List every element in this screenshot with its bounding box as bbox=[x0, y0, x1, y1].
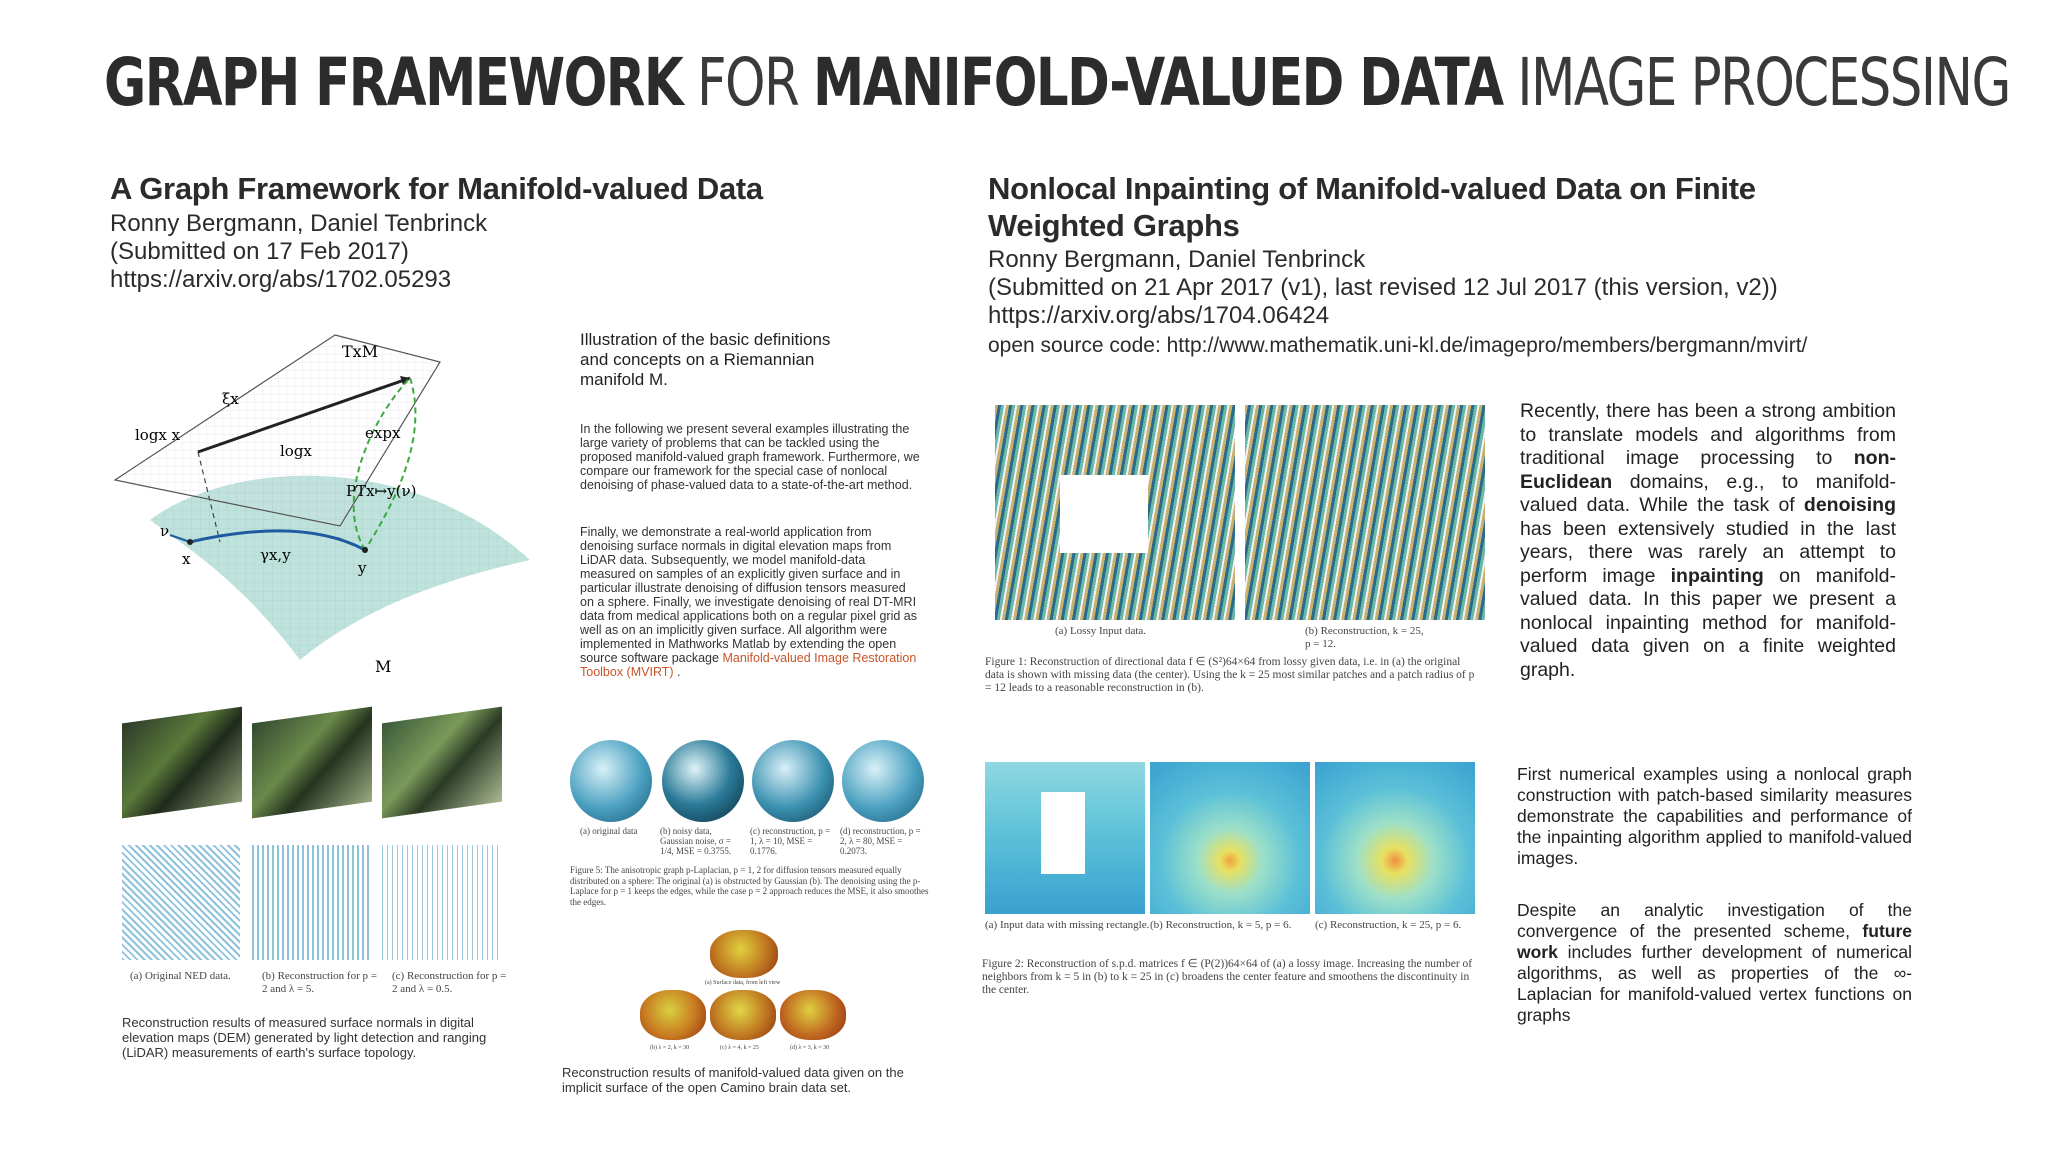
dem-subcaption-c: (c) Reconstruction for p = 2 and λ = 0.5. bbox=[392, 970, 507, 995]
svg-text:PTx↦y(ν): PTx↦y(ν) bbox=[346, 482, 417, 500]
sphere-c bbox=[752, 740, 834, 822]
svg-text:M: M bbox=[375, 657, 392, 676]
dem-caption: Reconstruction results of measured surface normals in digital elevation maps (DEM) generated by light detection and ranging (LiDAR) measurements of earth's surface topology. bbox=[122, 1015, 487, 1060]
figure2-caption: Figure 2: Reconstruction of s.p.d. matrices f ∈ (P(2))64×64 of (a) a lossy image. Increasing the number of neighbors from k = 5 in (b) to k = 25 in (c) broadens the center feature and smoothens the discontinuity in the center. bbox=[982, 958, 1473, 996]
svg-text:ν: ν bbox=[160, 522, 170, 540]
brain-c bbox=[710, 990, 776, 1040]
right-paper-authors: Ronny Bergmann, Daniel Tenbrinck bbox=[988, 246, 1366, 273]
left-text-1: In the following we present several examples illustrating the large variety of problems that can be tackled using the proposed manifold-valued graph framework. Furthermore, we compare our framework for the special case of nonlocal denoising of phase-valued data to a state-of-the-art method. bbox=[580, 422, 920, 492]
svg-text:logx x: logx x bbox=[135, 426, 181, 444]
fig2-reconstruction-k25 bbox=[1315, 762, 1475, 914]
fig1-subcaption-b: (b) Reconstruction, k = 25, p = 12. bbox=[1305, 625, 1424, 650]
abstract-paragraph: Recently, there has been a strong ambition to translate models and algorithms from traditional image processing to non-Euclidean domains, e.g., to manifold-valued data. While the task of denoising has been extensively studied in the last years, there was rarely an attempt to perform image inpainting on manifold-valued data. In this paper we present a nonlocal inpainting method for manifold-valued data given on a finite weighted graph. bbox=[1520, 400, 1896, 681]
dem-subcaption-b: (b) Reconstruction for p = 2 and λ = 5. bbox=[262, 970, 377, 995]
left-paper-url[interactable]: https://arxiv.org/abs/1702.05293 bbox=[110, 266, 452, 293]
left-paper-title: A Graph Framework for Manifold-valued Data bbox=[110, 171, 763, 206]
dem-terrain-c bbox=[382, 707, 502, 819]
brain-subcaption-b: (b) λ = 2, k = 30 bbox=[650, 1045, 690, 1051]
figure5-caption: Figure 5: The anisotropic graph p-Laplacian, p = 1, 2 for diffusion tensors measured equally distributed on a sphere: The original (a) is obstructed by Gaussian (b). The denoising using the p-Laplace for p = 1 keeps the edges, while the case p = 2 approach reduces the MSE, it also smoothes the edges. bbox=[570, 865, 929, 907]
brain-top-caption: (a) Surface data, from left view bbox=[705, 980, 781, 986]
dem-terrain-a bbox=[122, 707, 242, 819]
brain-a bbox=[710, 930, 778, 978]
svg-text:logx: logx bbox=[280, 442, 312, 460]
dem-subcaption-a: (a) Original NED data. bbox=[130, 970, 231, 982]
svg-text:γx,y: γx,y bbox=[260, 546, 291, 564]
right-paper-submitted: (Submitted on 21 Apr 2017 (v1), last revised 12 Jul 2017 (this version, v2)) bbox=[988, 274, 1778, 301]
right-paper-title-line1: Nonlocal Inpainting of Manifold-valued Data on Finite bbox=[988, 171, 1756, 206]
left-paper-submitted: (Submitted on 17 Feb 2017) bbox=[110, 238, 409, 265]
results-paragraph: First numerical examples using a nonlocal graph construction with patch-based similarity measures demonstrate the capabilities and performance of the inpainting algorithm applied to manifold-valued images. bbox=[1517, 764, 1912, 868]
dem-normals-a bbox=[122, 845, 240, 960]
manifold-diagram bbox=[110, 330, 560, 680]
svg-text:y: y bbox=[358, 559, 367, 577]
brain-caption: Reconstruction results of manifold-valued data given on the implicit surface of the open Camino brain data set. bbox=[562, 1065, 904, 1095]
brain-d bbox=[780, 990, 846, 1040]
figure1-caption: Figure 1: Reconstruction of directional data f ∈ (S²)64×64 from lossy given data, i.e. in (a) the original data is shown with missing data (the center). Using the k = 25 most similar patches and a patch radius of p = 12 leads to a reasonable reconstruction in (b). bbox=[985, 656, 1475, 694]
svg-text:x: x bbox=[182, 550, 191, 568]
sphere-b bbox=[662, 740, 744, 822]
brain-b bbox=[640, 990, 706, 1040]
fig1-reconstruction bbox=[1245, 405, 1485, 620]
future-work-paragraph: Despite an analytic investigation of the convergence of the presented scheme, future work includes further development of numerical algorithms, as well as properties of the ∞-Laplacian for manifold-valued vertex functions on graphs bbox=[1517, 900, 1912, 1025]
svg-text:ξx: ξx bbox=[222, 390, 239, 408]
left-text-2: Finally, we demonstrate a real-world application from denoising surface normals in digital elevation maps from LiDAR data. Subsequently, we model manifold-data measured on samples of an explicitly given surface and in particular illustrate denoising of diffusion tensors measured on a sphere. Finally, we investigate denoising of real DT-MRI data from medical applications both on a regular pixel grid as well as on an implicitly given surface. All algorithm were implemented in Mathworks Matlab by extending the open source software package Manifold-valued Image Restoration Toolbox (MVIRT) . bbox=[580, 525, 917, 679]
fig1-subcaption-a: (a) Lossy Input data. bbox=[1055, 625, 1147, 637]
brain-subcaption-d: (d) λ = 3, k = 30 bbox=[790, 1045, 830, 1051]
sphere-subcaption-b: (b) noisy data, Gaussian noise, σ = 1/4, MSE = 0.3755. bbox=[660, 826, 732, 856]
fig1-lossy-input bbox=[995, 405, 1235, 620]
sphere-subcaption-d: (d) reconstruction, p = 2, λ = 80, MSE = 0.2073. bbox=[840, 826, 921, 856]
illustration-caption: Illustration of the basic definitions and concepts on a Riemannian manifold M. bbox=[580, 330, 831, 389]
brain-subcaption-c: (c) λ = 4, k = 25 bbox=[720, 1045, 759, 1051]
right-paper-title-line2: Weighted Graphs bbox=[988, 208, 1240, 243]
dem-normals-c bbox=[382, 845, 500, 960]
dem-normals-b bbox=[252, 845, 370, 960]
right-paper-url[interactable]: https://arxiv.org/abs/1704.06424 bbox=[988, 302, 1330, 329]
fig2-subcaption-c: (c) Reconstruction, k = 25, p = 6. bbox=[1315, 919, 1462, 931]
fig2-reconstruction-k5 bbox=[1150, 762, 1310, 914]
mvirt-toolbox-link[interactable]: Manifold-valued Image Restoration Toolbox (MVIRT) bbox=[580, 651, 917, 679]
page-banner: GRAPH FRAMEWORK FOR MANIFOLD-VALUED DATA IMAGE PROCESSING bbox=[104, 44, 2010, 121]
left-paper-authors: Ronny Bergmann, Daniel Tenbrinck bbox=[110, 210, 488, 237]
sphere-d bbox=[842, 740, 924, 822]
dem-terrain-b bbox=[252, 707, 372, 819]
fig2-input bbox=[985, 762, 1145, 914]
sphere-subcaption-c: (c) reconstruction, p = 1, λ = 10, MSE = 0.1776. bbox=[750, 826, 831, 856]
source-code-link[interactable]: open source code: http://www.mathematik.uni-kl.de/imagepro/members/bergmann/mvirt/ bbox=[988, 334, 1808, 357]
fig2-subcaption-a: (a) Input data with missing rectangle. bbox=[985, 919, 1150, 931]
sphere-a bbox=[570, 740, 652, 822]
svg-text:expx: expx bbox=[365, 424, 401, 442]
svg-text:TxM: TxM bbox=[342, 342, 379, 361]
sphere-subcaption-a: (a) original data bbox=[580, 826, 638, 836]
fig2-subcaption-b: (b) Reconstruction, k = 5, p = 6. bbox=[1150, 919, 1292, 931]
